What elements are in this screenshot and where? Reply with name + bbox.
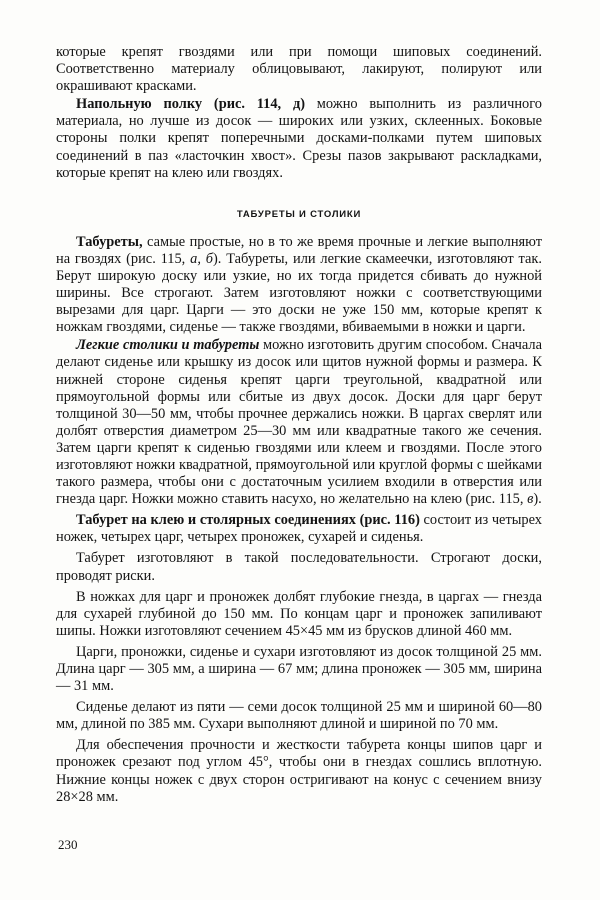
paragraph-9-text: Сиденье делают из пяти — семи досок толщиной 25 мм и шириной 60—80 мм, длиной по 385 мм. Сухари выполняют длиной и шириной по 70 мм.	[56, 699, 542, 733]
paragraph-3-lead: Табуреты,	[76, 233, 143, 250]
paragraph-5	[56, 512, 542, 546]
paragraph-4-lead: Легкие столики и табуреты	[76, 337, 260, 354]
paragraph-1-text: которые крепят гвоздями или при помощи шиповых соединений. Соответственно материалу облицовывают, лакируют, полируют или окрашивают красками.	[56, 44, 542, 95]
paragraph-2	[56, 96, 542, 181]
section-heading: ТАБУРЕТЫ И СТОЛИКИ	[236, 208, 362, 220]
paragraph-3-text-a: самые простые, но в то же время прочные и легкие выполняют на гвоздях (рис. 115,	[56, 233, 542, 267]
paragraph-5-lead: Табурет на клею и столярных соединениях (рис. 116)	[76, 512, 420, 529]
paragraph-10-text: Для обеспечения прочности и жесткости табурета концы шипов царг и проножек срезают под углом 45°, чтобы они в гнездах сошлись вплотную. Нижние концы ножек с двух сторон остригивают на конус с сечением внизу 28×28 мм.	[56, 737, 542, 805]
paragraph-2-text: можно выполнить из различного материала, но лучше из досок — широких или узких, склеенных. Боковые стороны полки крепят поперечными досками-полками путем шиповых соединений в паз «ласточкин хвост». Срезы пазов закрывают раскладками, которые крепят на клею или гвоздях.	[56, 96, 542, 181]
paragraph-8	[56, 644, 542, 695]
paragraph-3-figure-ref: а, б	[190, 250, 213, 267]
paragraph-2-lead: Напольную полку (рис. 114, д)	[76, 96, 306, 113]
paragraph-4	[56, 337, 542, 508]
paragraph-3-text-b: ). Табуреты, или легкие скамеечки, изготовляют так. Берут широкую доску или узкие, но их тогда придется сбивать до нужной ширины. Все строгают. Затем изготовляют ножки с соответствующими вырезами для царг. Царги — это доски не уже 150 мм, которые крепят к ножкам гвоздями, сиденье — также гвоздями, вбиваемыми в ножки и царги.	[56, 250, 542, 336]
paragraph-7-text: В ножках для царг и проножек долбят глубокие гнезда, в царгах — гнезда для сухарей глубиной до 150 мм. По концам царг и проножек запиливают шипы. Ножки изготовляют сечением 45×45 мм из брусков длиной 460 мм.	[56, 588, 542, 639]
paragraph-4-text-a: можно изготовить другим способом. Сначала делают сиденье или крышку из досок или щитов нужной формы и размера. К нижней стороне сиденья крепят царги треугольной, квадратной или прямоугольной формы или сбитые из двух досок. Доски для царг берут толщиной 30—50 мм, чтобы прочнее держались ножки. В царгах сверлят или долбят отверстия диаметром 25—30 мм или квадратные такого же сечения. Затем царги крепят к сиденью гвоздями или клеем и гвоздями. После этого изготовляют ножки квадратной, прямоугольной или круглой формы с шейками такого размера, чтобы они с достаточным усилием входили в отверстия или гнезда царг. Ножки можно ставить насухо, но желательно на клею (рис. 115,	[56, 337, 542, 508]
paragraph-9	[56, 699, 542, 733]
paragraph-6	[56, 550, 542, 584]
paragraph-5-text: состоит из четырех ножек, четырех царг, четырех проножек, сухарей и сиденья.	[56, 512, 542, 546]
paragraph-1	[56, 44, 542, 95]
paragraph-4-text-b: ).	[533, 491, 542, 508]
paragraph-10	[56, 737, 542, 805]
paragraph-4-figure-ref: в	[527, 491, 534, 508]
page-number: 230	[58, 837, 78, 852]
paragraph-8-text: Царги, проножки, сиденье и сухари изготовляют из досок толщиной 25 мм. Длина царг — 305 мм, а ширина — 67 мм; длина проножек — 305 мм, ширина — 31 мм.	[56, 643, 542, 695]
paragraph-3	[56, 234, 542, 337]
paragraph-7	[56, 589, 542, 640]
paragraph-6-text: Табурет изготовляют в такой последовательности. Строгают доски, проводят риски.	[56, 550, 542, 584]
